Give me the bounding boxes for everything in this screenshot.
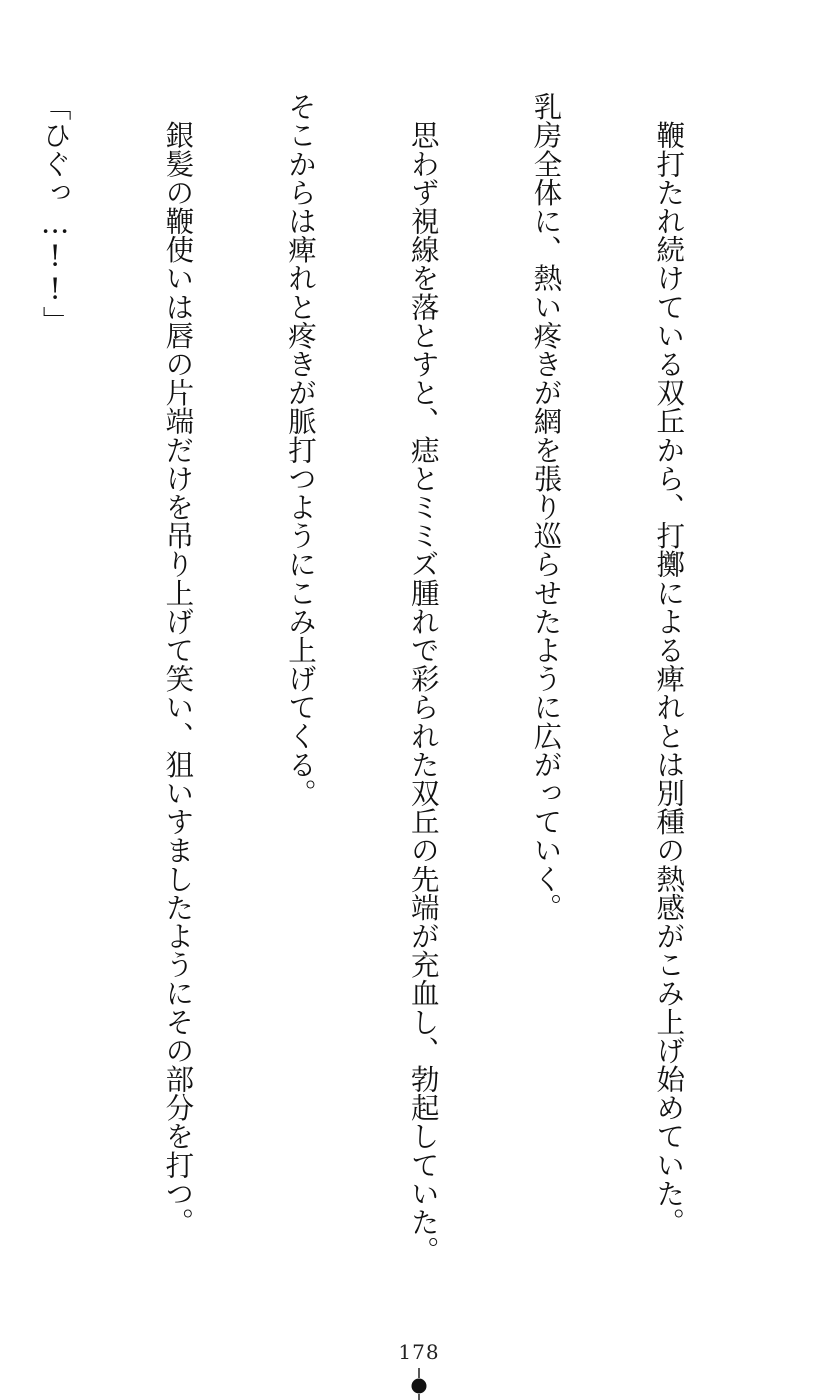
- text-line: 乳房全体に、熱い疼きが網を張り巡らせたように広がっていく。: [529, 92, 563, 922]
- vertical-text-body: [0, 92, 770, 1265]
- page-ornament-icon: [407, 1368, 431, 1400]
- text-line: 鞭打たれ続けている双丘から、打擲による痺れとは別種の熱感がこみ上げ始めていた。: [652, 92, 686, 1236]
- text-line: 銀髪の鞭使いは唇の片端だけを吊り上げて笑い、狙いすましたようにその部分を打つ。: [161, 92, 195, 1236]
- text-line: 思わず視線を落とすと、痣とミミズ腫れで彩られた双丘の先端が充血し、勃起していた。: [406, 92, 440, 1265]
- page-number: 178: [398, 1340, 440, 1364]
- text-line: そこからは痺れと疼きが脈打つようにこみ上げてくる。: [284, 92, 318, 807]
- text-line: 「ひぐっ…!!」: [38, 92, 72, 335]
